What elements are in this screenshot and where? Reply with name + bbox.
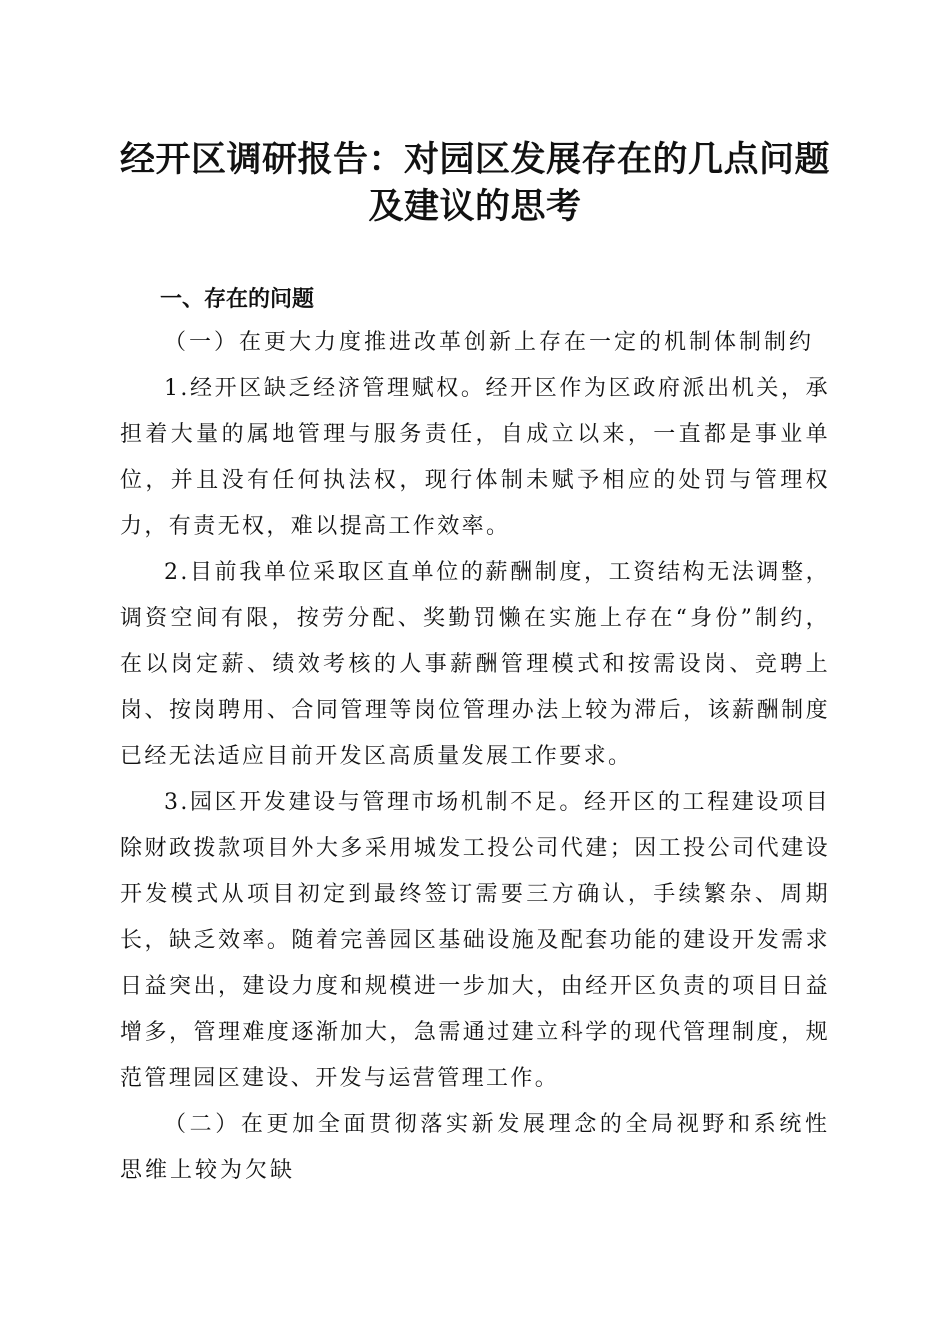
paragraph-2: 2.目前我单位采取区直单位的薪酬制度，工资结构无法调整，调资空间有限，按劳分配、奖勤罚懒在实施上存在“身份”制约，在以岗定薪、绩效考核的人事薪酬管理模式和按需设岗、竞聘上岗、按岗聘用、合同管理等岗位管理办法上较为滞后，该薪酬制度已经无法适应目前开发区高质量发展工作要求。 (120, 560, 830, 769)
paragraph-1: 1.经开区缺乏经济管理赋权。经开区作为区政府派出机关，承担着大量的属地管理与服务责任，自成立以来，一直都是事业单位，并且没有任何执法权，现行体制未赋予相应的处罚与管理权力，有责无权，难以提高工作效率。 (120, 376, 830, 539)
title-line-2: 及建议的思考 (368, 186, 582, 227)
subsection-heading-2: （二）在更加全面贯彻落实新发展理念的全局视野和系统性思维上较为欠缺 (120, 1112, 830, 1183)
section-heading: 一、存在的问题 (160, 287, 315, 312)
document-body (120, 280, 830, 1194)
paragraph-3: 3.园区开发建设与管理市场机制不足。经开区的工程建设项目除财政拨款项目外大多采用城发工投公司代建；因工投公司代建设开发模式从项目初定到最终签订需要三方确认，手续繁杂、周期长，缺乏效率。随着完善园区基础设施及配套功能的建设开发需求日益突出，建设力度和规模进一步加大，由经开区负责的项目日益增多，管理难度逐渐加大，急需通过建立科学的现代管理制度，规范管理园区建设、开发与运营管理工作。 (120, 790, 830, 1091)
subsection-heading-1: （一）在更大力度推进改革创新上存在一定的机制体制制约 (164, 330, 815, 355)
title-line-1: 经开区调研报告：对园区发展存在的几点问题 (119, 139, 830, 180)
document-title (100, 136, 850, 230)
